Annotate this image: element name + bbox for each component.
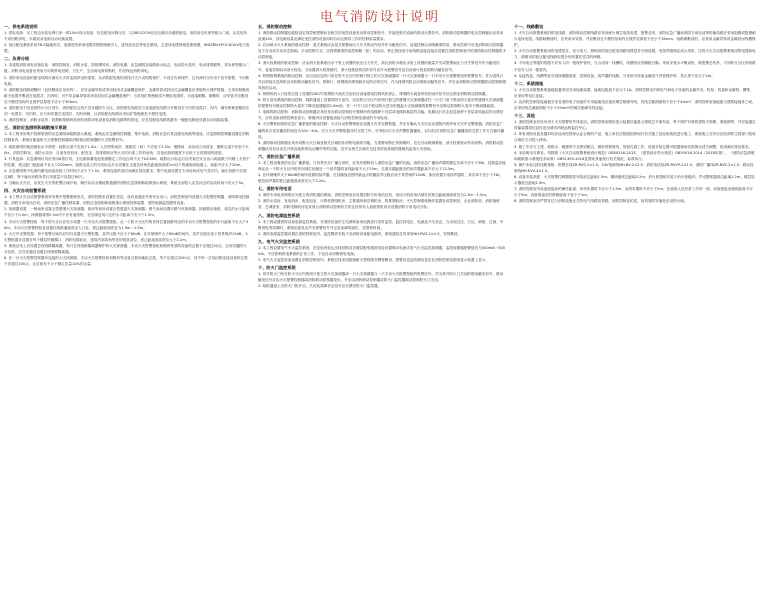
paragraph: 3. 消火栓系统的联动控制：应由消火栓系统出水干管上设置的低压压力开关、高位消防水箱出水管上设置的流量开关或报警阀压力开关等信号作为触发信号，直接控制启动消火栓泵。当设置消火栓按钮时，消火栓按钮的动作信号应作为报警信号及启动消火栓泵的联动触发信号。 — [258, 61, 500, 72]
section-heading: 八、消防电源监控系统 — [258, 212, 300, 218]
paragraph: 5. 图中未标注的线路规格：报警总线ZR-RVS-2×1.5；24V电源线NH-BV-2×2.5；消防电话线ZR-RVVP-2×1.0；消防广播线ZR-RVS-2×1.5；联动控制线NH-KVV-4×1.5。 — [514, 162, 754, 173]
paragraph: 2. 探测器设置：一般场所设置点型感烟火灾探测器；厨房等场所设置点型感温火灾探测器；燃气表间设置可燃气体探测器。探测器至墙壁、梁边的水平距离不应小于0.5m，探测器周围0.5m内不应有遮挡物，至空调送风口边的水平距离不应小于1.5m。 — [4, 207, 250, 218]
paragraph: 1. 本工程设置电气火灾监控系统，在变电所低压出线回路及各楼层配电箱进线处设置剩余电流式电气火灾监控探测器，监控探测器报警值宜为300mA～500mA，不应影响供电系统的正常工作，不宜自动切断供电电源。 — [258, 245, 506, 256]
paragraph: 2. 低压配电系统采用TN-S接地形式，电源进线采用电缆穿钢管埋地引入，进线处设总等电位联结。主进线电缆规格见系统图，WDZBN-YJY-0.6/1kV电力电缆。 — [4, 43, 250, 54]
section-heading: 七、消防专用电话 — [258, 186, 292, 192]
paragraph: 2. 消防用电设备的配电线路应满足火灾时连续供电的需要，各消防配电箱的进线开关只设短路保护，不设过负荷保护，过负荷时仅作用于信号报警，不切断电源。 — [4, 75, 250, 86]
paragraph: 1. 本建筑消防用电设备包括：消防控制室、消防水泵、防排烟风机、消防电梯、应急照明及疏散指示标志、电动防火卷帘、电动排烟窗等，其负荷等级为二级。消防用电设备应采用专用的供电回路，当生产、生活用电被切断时，仍应保证消防用电。 — [4, 63, 250, 74]
text-column-2 — [258, 22, 506, 600]
paragraph: 4. 应急照明集中电源的蓄电池组持续工作时间不应少于1.5h，系统连续供电时间满足规范要求。集中电源设置在专用房间或电气竖井内，输出回路不应超过8路，每个输出回路所带灯具数量不宜超过60只。 — [4, 168, 247, 179]
paragraph: 4. 从接线盒、线槽等处引到探测器底座、控制设备、扬声器的线路，当采用可弯曲金属电气导管保护时，其长度不应大于2m。 — [514, 73, 715, 78]
paragraph: 9. 消防联动控制器应具有切断火灾区域及相关区域的非消防电源的功能，当需要切断正常照明时，宜在自动喷淋系统、消火栓系统动作前切断。消防联动控制器应具有自动打开涉及疏散的电动栅杆等的功能，宜开启相关区域安全技术防范系统的摄像机监视火灾现场。 — [258, 140, 504, 151]
paragraph: 6. 任一台火灾报警控制器所连接的火灾探测器、手动火灾报警按钮和模块等设备总数和地址总数，均不应超过3200点，其中每一总线回路连接设备的总数不宜超过200点，且应留有不少于额定容量10%的余量。 — [4, 256, 248, 267]
paragraph: 5. 排烟风机入口处的总管上设置的280℃排烟防火阀在关闭后应直接联动控制风机停止，排烟防火阀及风机的动作信号应反馈至消防联动控制器。 — [258, 91, 490, 96]
paragraph: 1. 消防控制室应设有用于火灾报警的外线电话。消防控制室图形显示装置应能显示建筑总平面布局、每个保护对象的建筑平面图、系统图等，并应能通过传输装置将信息传送至城市消防远程监控中心。 — [514, 120, 756, 131]
paragraph: 7. 电梯的联动控制：消防联动控制器应具有发出联动控制信号强制所有电梯停于首层或电梯转换层的功能。电梯运行状态信息和停于首层或转换层的反馈信号，应传送给消防控制室显示，轿厢内应设置能直接与消防控制室通话的专用电话。 — [258, 110, 504, 121]
paragraph: 2. 在环境噪声大于60dB的场所设置的扬声器，在其播放范围内最远点的播放声压级应高于背景噪声15dB。客房设置专用扬声器时，其功率不宜小于1W。壁挂扬声器的底边距地面高度应大于2.2m。 — [258, 173, 503, 184]
paragraph: 1. 本工程采用集中控制型消防应急照明和疏散指示系统，系统由应急照明控制器、集中电源、消防应急灯具及配电线路等组成。应急照明控制器设置在消防控制室内，系统应能接收火灾报警控制器或消防联动控制器的火灾报警信号。 — [4, 132, 250, 143]
paragraph: 2. 由消防控制室接地板引至各消防电子设备的专用接地线应选用铜芯绝缘导线，其线芯截面面积不应小于4mm²；消防控制室接地板与建筑接地体之间，应采用线芯截面面积不小于25mm²的铜芯绝缘导线连接。 — [514, 99, 756, 111]
paragraph: 2. 火灾自动报警系统用的电缆竖井，宜与电力、照明用的低压配电线路电缆竖井分别设置。受条件限制必须合用时，应将火灾自动报警系统用的电缆和电力、照明用的低压配电线路电缆分别布置在竖井的两侧。 — [514, 49, 756, 60]
paragraph: 7. 消防控制室内设备面盘前的操作距离，单列布置时不应小于1.5m，双列布置时不应小于2m；在值班人员经常工作的一面，设备面盘至墙的距离不应小于3m；设备面盘后的维修距离不宜小于1m。 — [514, 187, 753, 198]
paragraph: 2. 疏散通道上各防火门的开启、关闭及故障状态信号应反馈至防火门监控器。 — [258, 284, 382, 289]
paragraph: 1. 消防联动控制器应能按设定的控制逻辑向各相关的受控设备发出联动控制信号，并接受相关设备的联动反馈信号。消防联动控制器的电压控制输出应采用直流24V，其电源容量应满足受控消防设备同时启动且维持工作的控制容量要求。 — [258, 31, 504, 42]
section-heading: 三、消防应急照明和疏散指示系统 — [4, 125, 67, 131]
paragraph: 1. 本工程火灾自动报警系统采用集中报警系统形式，消防控制室设置在首层，设有直通室外的安全出口。消防控制室内设置火灾报警控制器、消防联动控制器、消防专用电话总机、消防应急广播控制装置、消防应急照明和疏散指示系统控制装置、消防电源监控器等设备。 — [4, 195, 250, 206]
paragraph: 5. 消防控制室、消防水泵房、防烟和排烟风机房的消防用电设备及消防电梯等的供电，应在其配电线路的最末一级配电箱处设置自动切换装置。 — [4, 118, 232, 123]
paragraph: 1. 消防专用电话网络应为独立的消防通信系统。消防控制室应设置消防专用电话总机，电话分机或电话插孔的底边距地面高度宜为1.3m～1.5m。 — [258, 193, 490, 198]
text-column-3 — [514, 22, 756, 600]
paragraph: 2. 自动喷水灭火系统的联动控制：湿式系统应由湿式报警阀压力开关的动作信号作为触发信号，直接控制启动喷淋消防泵，联动控制不应受消防联动控制器处于自动或手动状态影响。手动控制方式，应将喷淋消防泵控制箱（柜）的启动、停止按钮用专用线路直接连接至设置在消防控制室内的消防联动控制器的手动控制盘。 — [258, 43, 506, 60]
section-heading: 二、负荷分级 — [4, 56, 30, 62]
section-heading: 九、电气火灾监控系统 — [258, 238, 300, 244]
paragraph: 1. 本工程设置消防应急广播系统，与背景音乐广播合用时，应具有强制切入消防应急广播的功能。消防应急广播扬声器的额定功率不应小于3W，其数量应能保证从一个防火分区内的任何部位到最近一个扬声器的直线距离不大于25m，走道末端距最近的扬声器距离不应大于12.5m。 — [258, 160, 506, 171]
paragraph: 8. 消防控制室内严禁穿过与消防设施无关的电气线路及管路，消防控制室的送、回风管的穿墙处应设防火阀。 — [514, 199, 688, 204]
paragraph: 5. 当确认火灾后，由发生火灾的报警区域开始，顺序启动全楼疏散通道的消防应急照明和疏散指示系统，系统全部投入应急状态的启动时间不应大于5s。 — [4, 181, 247, 186]
document-title: 电气消防设计说明 — [319, 10, 440, 25]
paragraph: 4. 本说明未尽事宜，均按照《火灾自动报警系统设计规范》GB50116-2013、《建筑设计防火规范》GB50016-2014（2018年版）、《消防应急照明和疏散指示系统技术标准》GB51309-2018及国家其他现行有关规范、标准执行。 — [514, 150, 755, 161]
paragraph: 1. 常开防火门所在防火分区内的两只独立的火灾探测器或一只火灾探测器与一只手动火灾报警按钮的报警信号，作为常开防火门关闭的联动触发信号，联动触发信号应由火灾报警控制器或消防联动控制器发出，并应由消防联动控制器或防火门监控器联动控制防火门关闭。 — [258, 272, 504, 283]
section-heading: 十二、系统接地 — [514, 80, 544, 86]
paragraph: 4. 消防配电干线宜按防火分区划分，消防配电支线不宜穿越防火分区。消防配电线路宜与其他配电线路分开敷设在不同的电缆井、沟内；确有困难需敷设在同一电缆井、沟内时，应分别布置在电缆井、沟的两侧，且消防配电线路应采用矿物绝缘类不燃性电缆。 — [4, 106, 250, 117]
paragraph: 3. 不同电压等级的线缆不应穿入同一根保护管内，当合用同一线槽时，线槽内应有隔板分隔。采用穿管水平敷设时，除报警总线外，不同防火分区的线路不应穿入同一根管内。 — [514, 61, 756, 72]
paragraph: 5. 系统总线上应设置总线短路隔离器，每只总线短路隔离器保护的火灾探测器、手动火灾报警按钮和模块等消防设备的总数不应超过32点；总线穿越防火分区时，应在穿越处设置总线短路隔离器。 — [4, 243, 247, 254]
paragraph: 2. 消防水泵房、发电机房、配变电室、计算机网络机房、主要通风和空调机房、防排烟机房、灭火控制系统操作装置处或控制室、企业消防站、消防值班室、总调度室、消防电梯机房及其他与消防联动控制有关的且经常有人值班的机房应设置消防专用电话分机。 — [258, 199, 500, 210]
paragraph: 2. 所有消防设备及器材均应选用经国家认证合格的产品，施工单位应按照国家现行有关施工及验收规范进行施工，系统施工完毕后应经消防主管部门验收合格后方可投入使用。 — [514, 132, 756, 143]
paragraph: 8. 火灾警报和消防应急广播系统的联动控制：火灾自动报警系统应设置火灾声光警报器，并应在确认火灾后启动建筑内的所有火灾声光警报器。消防应急广播的单次语音播放时间宜为10s～30s，应与火灾声警报器分时交替工作，可采取1次火灾声警报器播放、1次或2次消防应急广播播放的交替工作方式循环播放。 — [258, 122, 505, 139]
paragraph: 1. 火灾自动报警系统接地装置采用共用接地装置，接地电阻值不应大于1Ω。消防控制室内的电气和电子设备的金属外壳、机柜、机架和金属管、槽等，应采用等电位连接。 — [514, 87, 754, 98]
section-heading: 十、防火门监控系统 — [258, 265, 296, 271]
section-heading: 一、供电系统说明 — [4, 24, 38, 29]
paragraph: 2. 消防电源监控器设置在消防控制室内，监控模块安装于各消防设备配电箱内，系统通信总线采用NH-RVS-2×1.5，穿管敷设。 — [258, 231, 462, 236]
paragraph: 3. 手动火灾报警按钮：每个防火分区应至少设置一只手动火灾报警按钮。从一个防火分区内的任何位置到最邻近的手动火灾报警按钮的步行距离不应大于30m。手动火灾报警按钮宜设置在疏散通道或出入口处，底边距地高度宜为1.3m～1.5m。 — [4, 219, 249, 230]
paragraph: 1. 供电电源：本工程由市政电网引来一路10kV高压电源，经变配电所降压后，以380/220V低压电源向各楼栋配电。消防用电负荷等级为二级，由变电所专用回路供电，末端设双电源自动切换装置。 — [4, 31, 248, 42]
paragraph: 4. 防烟排烟系统的联动控制：应由加压送风口所在防火分区内的两只独立的火灾探测器或一只火灾探测器与一只手动火灾报警按钮的报警信号，作为送风口开启和加压送风机启动的联动触发信号。排烟口、排烟窗或排烟阀开启的动作信号，作为排烟风机启动的联动触发信号，并应由消防联动控制器联动控制排烟风机的启动。 — [258, 73, 506, 90]
paragraph: 2. 疏散照明的地面最低水平照度：疏散走道不应低于1.0lx；人员密集场所、避难层（间）不应低于3.0lx；楼梯间、前室或合用前室、避难走道不应低于5.0lx。消防控制室、消防水泵房、自备发电机房、配电室、防排烟机房等火灾时仍需工作的场所，其备用照明照度不应低于正常照明的照度。 — [4, 144, 249, 155]
section-heading: 五、消防联动控制 — [258, 24, 292, 29]
paragraph: 2. 电气火灾监控设备设置在消防控制室内，系统总线采用阻燃耐火型线缆穿钢管敷设，报警信息及故障信息应在消防控制室图形显示装置上显示。 — [258, 258, 489, 262]
section-heading: 十一、线路敷设 — [514, 24, 544, 29]
paragraph: 3. 施工中应与土建、给排水、暖通等专业密切配合，做好预埋管线、预留孔洞工作，设备安装位置可根据现场实际情况适当调整，但须满足规范要求。 — [514, 144, 753, 149]
paragraph: 6. 设备安装高度：火灾报警控制器壁挂安装底边距地1.5m；模块箱底边距地2.2m；消火栓按钮安装于消火栓箱内；声光警报器底边距地2.2m；楼层显示器底边距地1.5m。 — [514, 174, 755, 186]
paragraph: 3. 消防配电线路明敷时（包括敷设在吊顶内），应穿金属导管或采用封闭式金属槽盒保护，金属导管或封闭式金属槽盒应采取防火保护措施；当采用阻燃或耐火电缆并敷设在电缆井、沟内时，可不穿金属导管或采用封闭式金属槽盒保护；当采用矿物绝缘类不燃性电缆时，可直接明敷。暗敷时，应穿管并应敷设在不燃性结构内且保护层厚度不应小于30mm。 — [4, 87, 250, 104]
paragraph: 1. 本工程设置消防设备电源监控系统，对消防设备的主电源和备用电源进行实时监控，监控其电压、电流及开关状态，当出现过压、欠压、缺相、过流、中断供电等故障时，系统应能发出声光报警信号并记录故障的部位、类型和时间。 — [258, 219, 504, 230]
paragraph: 4. 火灾声光警报器：每个报警区域内应均匀设置火灾警报器，其声压级不应小于60dB；在环境噪声大于60dB的场所，其声压级应高于背景噪声15dB。火灾警报器宜设置在每个楼层的楼梯口、消防电梯前室、建筑内部拐角等处的明显部位，底边距地面高度应大于2.2m。 — [4, 231, 249, 242]
paragraph: 6. 防火卷帘系统的联动控制：疏散通道上设置的防火卷帘，应由防火分区内任两只独立的感烟火灾探测器或任一只专门用于联动防火卷帘的感烟火灾探测器的报警信号联动控制防火卷帘下降至距楼板面1.8m处；任一只专门用于联动防火卷帘的感温火灾探测器的报警信号应联动控制防火卷帘下降到楼板面。 — [258, 98, 504, 109]
paragraph: 1. 火灾自动报警系统的供电线路、消防联动控制线路应采用耐火铜芯电线电缆，报警总线、消防应急广播和消防专用电话等传输线路应采用阻燃或阻燃耐火电线电缆。线路暗敷设时，应采用穿导管，并应敷设在不燃性结构内且保护层厚度不宜小于30mm；线路明敷设时，应采用金属导管或金属封闭线槽保护。 — [514, 31, 756, 48]
section-heading: 六、消防应急广播系统 — [258, 153, 300, 159]
section-heading: 十三、其他 — [514, 113, 535, 119]
text-column-1 — [4, 22, 250, 600]
paragraph: 3. 灯具选择：应急照明灯具应采用A型灯具，主电源和蓄电池电源额定工作电压均不大于DC36V。疏散出口标志灯应安装在安全出口或疏散门内侧上方居中的位置，底边距门框距离不宜大于200mm；疏散走道上的方向标志灯应设置在走道及转角处距地面高度1m以下的墙面或地面上，间距不应大于20m。 — [4, 156, 250, 167]
section-heading: 四、火灾自动报警系统 — [4, 188, 46, 194]
